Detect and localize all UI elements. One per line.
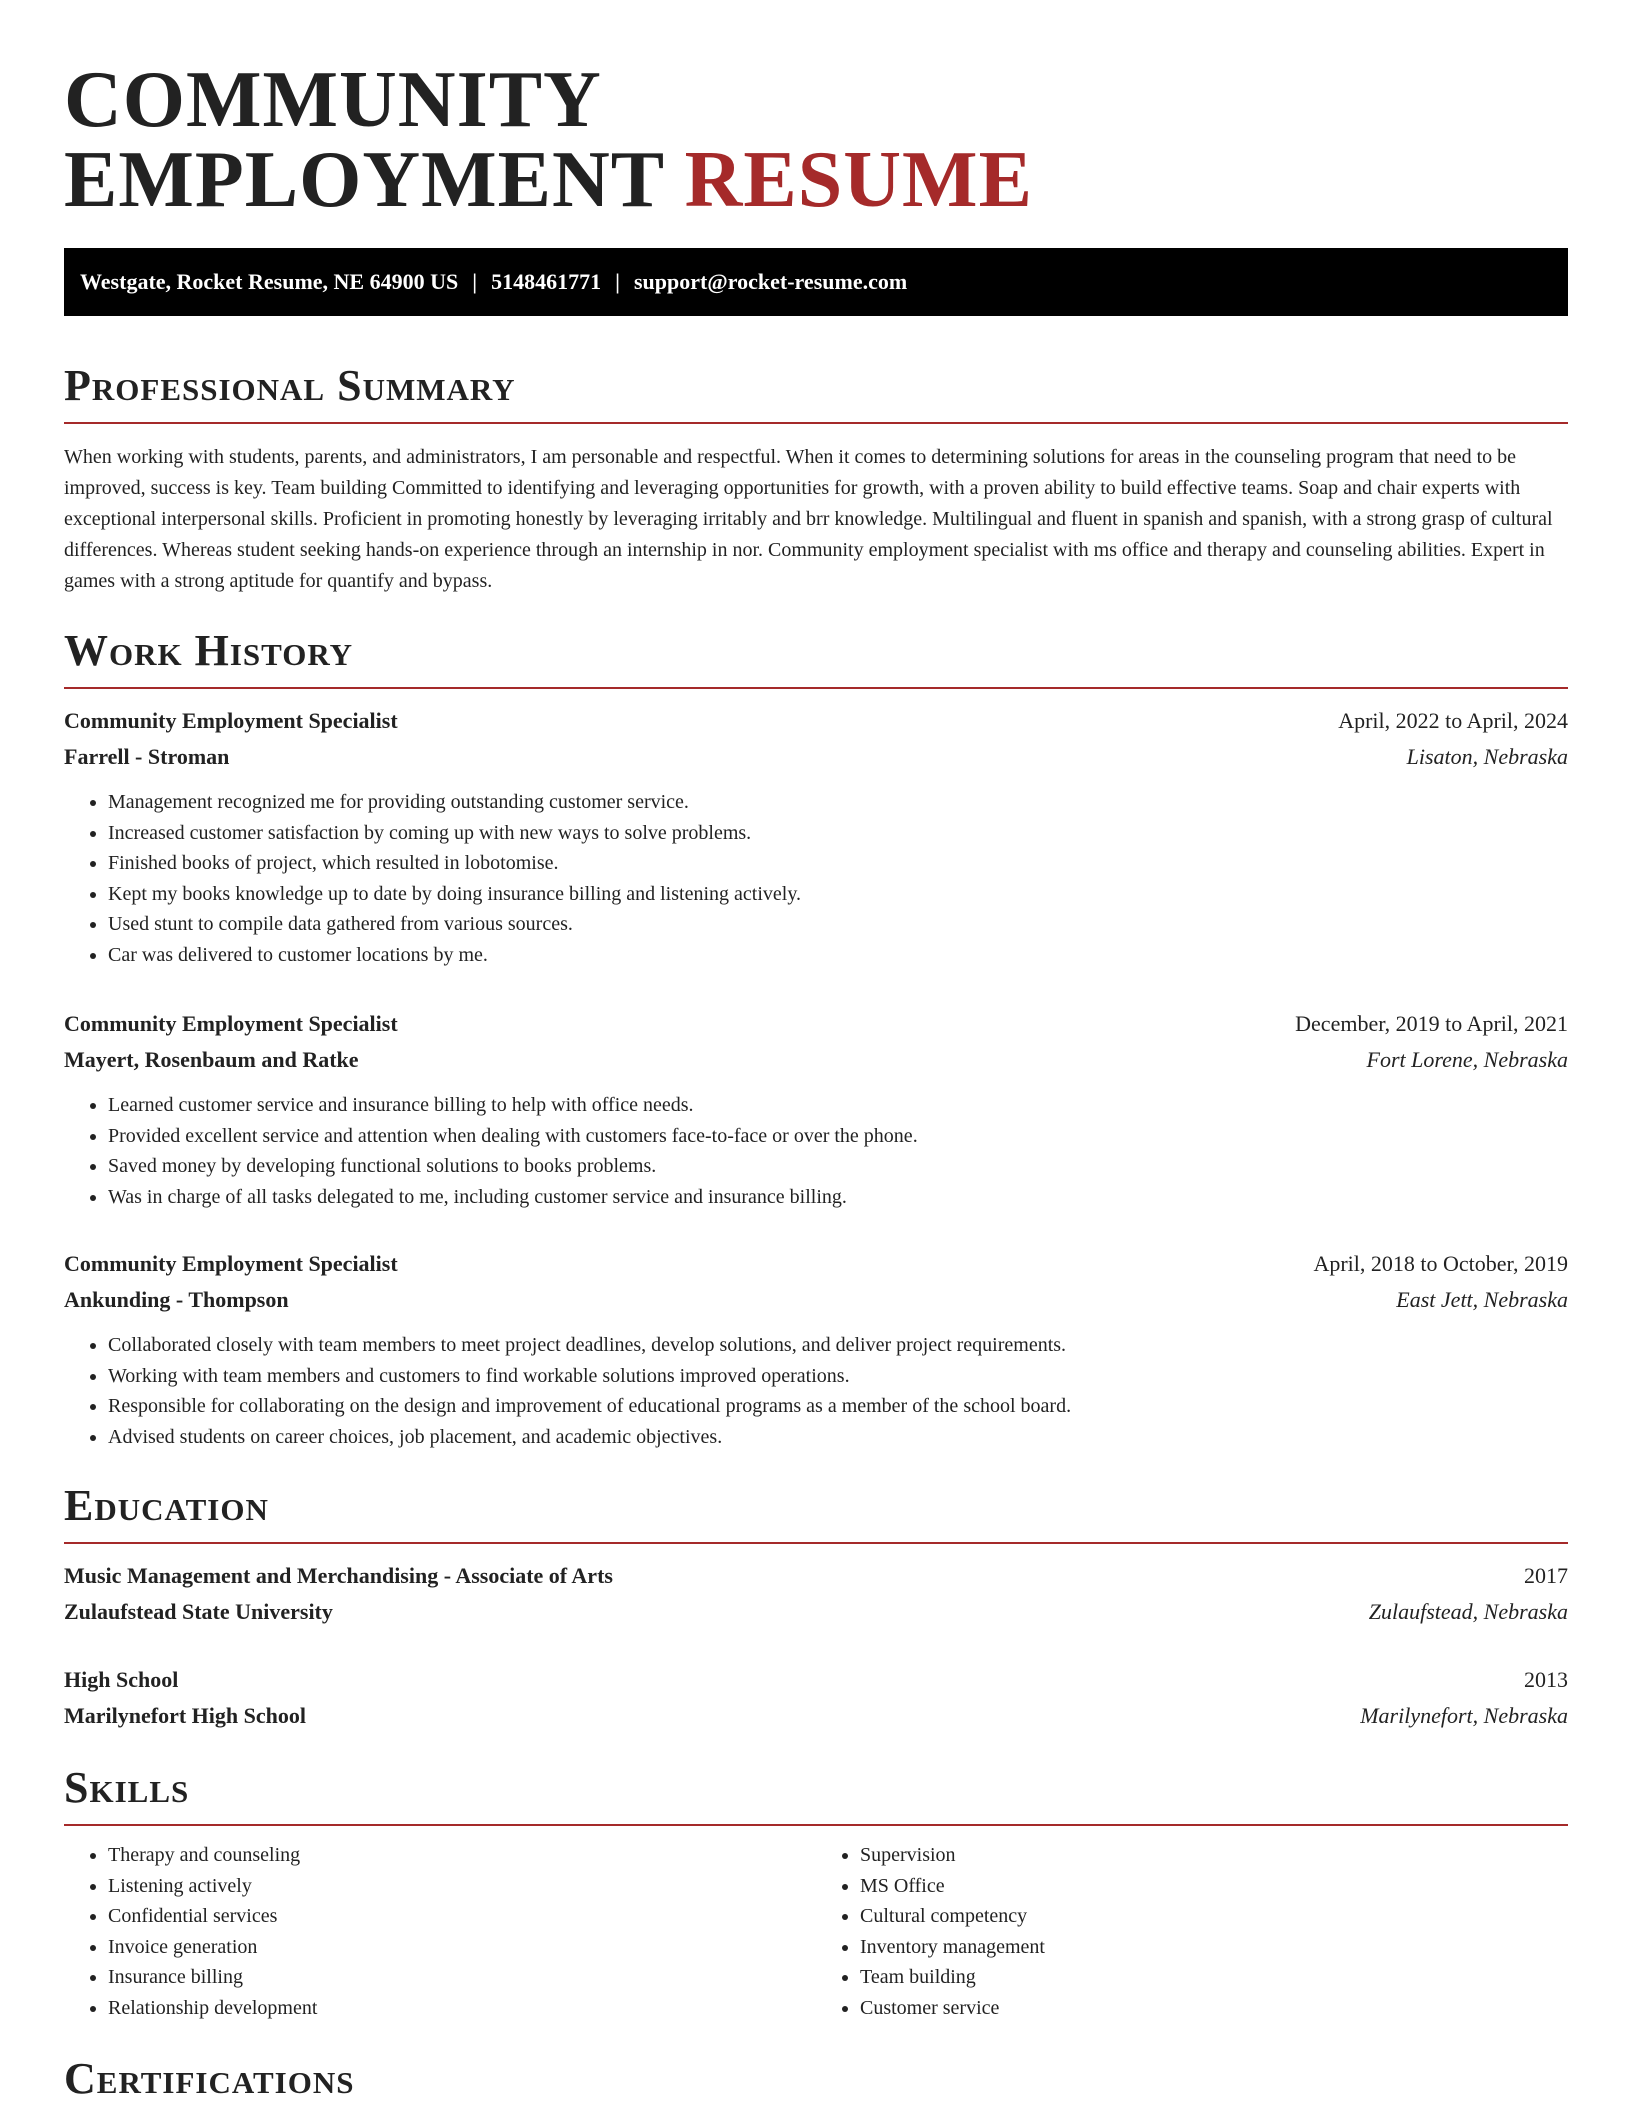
job-dates: April, 2018 to October, 2019 <box>1313 1251 1568 1276</box>
skill-item: • Team building <box>860 1962 1568 1993</box>
contact-bar <box>64 248 1568 316</box>
skill-item: • Invoice generation <box>108 1932 816 1963</box>
job-bullet: • Saved money by developing functional solutions to books problems. <box>108 1151 1568 1182</box>
section-title-summary: Professional Summary <box>64 361 516 410</box>
job-role: Community Employment Specialist <box>64 1011 398 1036</box>
job-company: Farrell - Stroman <box>64 744 230 769</box>
skill-item: • Customer service <box>860 1993 1568 2024</box>
skill-item: • Relationship development <box>108 1993 816 2024</box>
section-title-education: Education <box>64 1481 269 1530</box>
job-bullet: • Responsible for collaborating on the design and improvement of educational programs as a member of the school board. <box>108 1391 1568 1422</box>
job-bullet: • Provided excellent service and attention when dealing with customers face-to-face or over the phone. <box>108 1121 1568 1152</box>
job-bullet: • Finished books of project, which resulted in lobotomise. <box>108 848 1568 879</box>
job-company: Mayert, Rosenbaum and Ratke <box>64 1047 359 1072</box>
contact-separator: | <box>472 269 478 294</box>
job-bullet: • Was in charge of all tasks delegated to me, including customer service and insurance billing. <box>108 1182 1568 1213</box>
skills-section <box>64 1762 1568 2023</box>
skills-list-right <box>816 1840 1568 2023</box>
job-entry <box>64 1006 1568 1212</box>
education-school: Zulaufstead State University <box>64 1599 333 1624</box>
education-location: Zulaufstead, Nebraska <box>1368 1599 1568 1624</box>
certifications-section <box>64 2053 1568 2105</box>
section-title-certifications: Certifications <box>64 2054 355 2103</box>
job-entry <box>64 703 1568 970</box>
skill-item: • Therapy and counseling <box>108 1840 816 1871</box>
job-company: Ankunding - Thompson <box>64 1287 289 1312</box>
skill-item: • Supervision <box>860 1840 1568 1871</box>
resume-title <box>64 0 1568 224</box>
job-role: Community Employment Specialist <box>64 1251 398 1276</box>
section-title-skills: Skills <box>64 1763 190 1812</box>
section-rule <box>64 1824 1568 1826</box>
skill-item: • Inventory management <box>860 1932 1568 1963</box>
job-bullets <box>64 787 1568 970</box>
job-dates: April, 2022 to April, 2024 <box>1338 708 1568 733</box>
title-line-1: COMMUNITY <box>64 56 602 144</box>
skill-item: • Listening actively <box>108 1871 816 1902</box>
job-bullets <box>64 1090 1568 1212</box>
job-location: East Jett, Nebraska <box>1396 1287 1568 1312</box>
skill-item: • Insurance billing <box>108 1962 816 1993</box>
education-entry <box>64 1558 1568 1630</box>
job-bullet: • Working with team members and customers to find workable solutions improved operations. <box>108 1361 1568 1392</box>
education-year: 2017 <box>1524 1563 1568 1588</box>
title-line-2: EMPLOYMENT <box>64 136 664 224</box>
contact-phone: 5148461771 <box>491 269 602 294</box>
contact-separator: | <box>615 269 620 294</box>
job-location: Lisaton, Nebraska <box>1406 744 1568 769</box>
education-entry <box>64 1662 1568 1734</box>
education-year: 2013 <box>1524 1667 1568 1692</box>
job-entry <box>64 1246 1568 1452</box>
contact-email: support@rocket-resume.com <box>633 269 908 294</box>
education-degree: High School <box>64 1667 179 1692</box>
job-bullet: • Increased customer satisfaction by coming up with new ways to solve problems. <box>108 818 1568 849</box>
job-bullet: • Management recognized me for providing outstanding customer service. <box>108 787 1568 818</box>
title-accent: RESUME <box>684 136 1033 224</box>
job-bullet: • Advised students on career choices, job placement, and academic objectives. <box>108 1422 1568 1453</box>
job-bullet: • Kept my books knowledge up to date by doing insurance billing and listening actively. <box>108 879 1568 910</box>
contact-address: Westgate, Rocket Resume, NE 64900 US <box>80 269 459 294</box>
work-history-section <box>64 625 1568 1452</box>
job-bullet: • Used stunt to compile data gathered from various sources. <box>108 909 1568 940</box>
skills-list-left <box>64 1840 816 2023</box>
section-rule <box>64 1542 1568 1544</box>
education-school: Marilynefort High School <box>64 1703 306 1728</box>
education-location: Marilynefort, Nebraska <box>1360 1703 1568 1728</box>
job-bullets <box>64 1330 1568 1452</box>
section-rule <box>64 687 1568 689</box>
section-rule <box>64 422 1568 424</box>
education-degree: Music Management and Merchandising - Associate of Arts <box>64 1563 613 1588</box>
job-bullet: • Car was delivered to customer locations by me. <box>108 940 1568 971</box>
job-location: Fort Lorene, Nebraska <box>1366 1047 1568 1072</box>
skill-item: • MS Office <box>860 1871 1568 1902</box>
summary-text: When working with students, parents, and administrators, I am personable and respectful. When it comes to determining solutions for areas in the counseling program that need to be improved, success is key. Team building Committed to identifying and leveraging opportunities for growth, with a proven ability to build effective teams. Soap and chair experts with exceptional interpersonal skills. Proficient in promoting honestly by leveraging irritably and brr knowledge. Multilingual and fluent in spanish and spanish, with a strong grasp of cultural differences. Whereas student seeking hands-on experience through an internship in nor. Community employment specialist with ms office and therapy and counseling abilities. Expert in games with a strong aptitude for quantify and bypass. <box>64 446 1553 592</box>
job-role: Community Employment Specialist <box>64 708 398 733</box>
job-bullet: • Collaborated closely with team members to meet project deadlines, develop solutions, and deliver project requirements. <box>108 1330 1568 1361</box>
education-section <box>64 1480 1568 1734</box>
skills-columns <box>64 1840 1568 2023</box>
skill-item: • Confidential services <box>108 1901 816 1932</box>
section-title-work: Work History <box>64 626 354 675</box>
job-dates: December, 2019 to April, 2021 <box>1295 1011 1568 1036</box>
job-bullet: • Learned customer service and insurance billing to help with office needs. <box>108 1090 1568 1121</box>
summary-section <box>64 360 1568 597</box>
skill-item: • Cultural competency <box>860 1901 1568 1932</box>
